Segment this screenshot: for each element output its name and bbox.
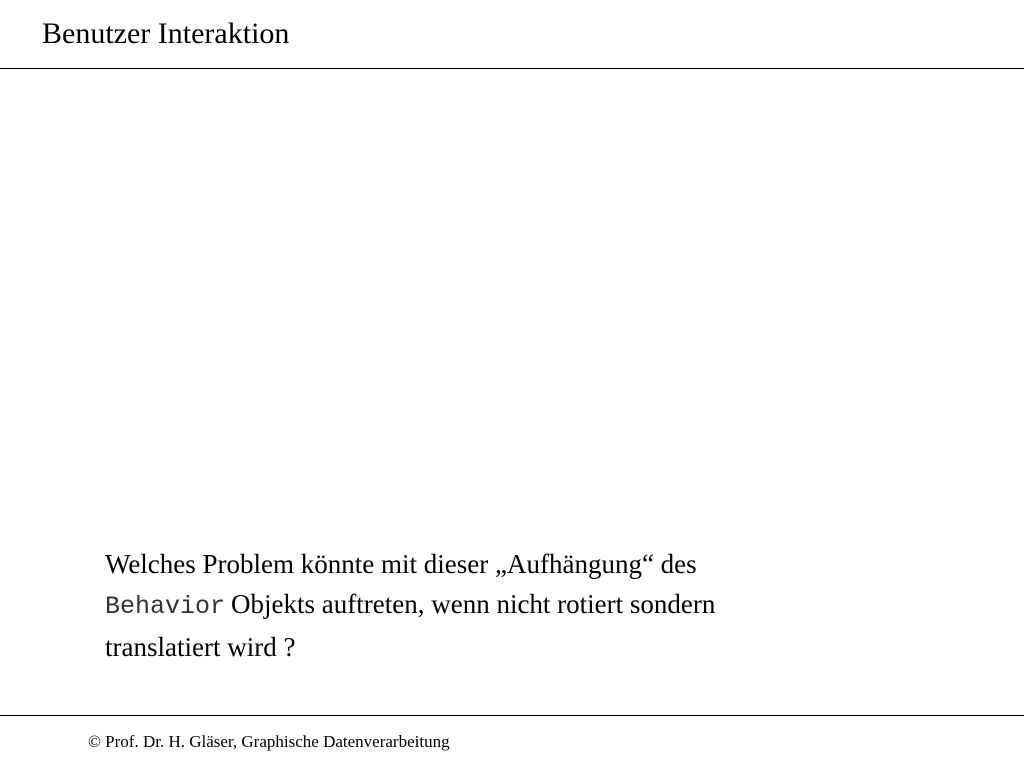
footer-copyright: © Prof. Dr. H. Gläser, Graphische Datenverarbeitung — [88, 732, 450, 751]
code-term: Behavior — [105, 592, 226, 621]
title-divider — [0, 68, 1024, 69]
slide-title: Benutzer Interaktion — [42, 17, 290, 50]
question-text — [105, 544, 935, 667]
question-line-1: Welches Problem könnte mit dieser „Aufhängung“ des — [105, 549, 697, 579]
footer-divider — [0, 715, 1024, 716]
question-line-2: Objekts auftreten, wenn nicht rotiert sondern — [231, 589, 716, 619]
question-line-3: translatiert wird ? — [105, 632, 296, 662]
